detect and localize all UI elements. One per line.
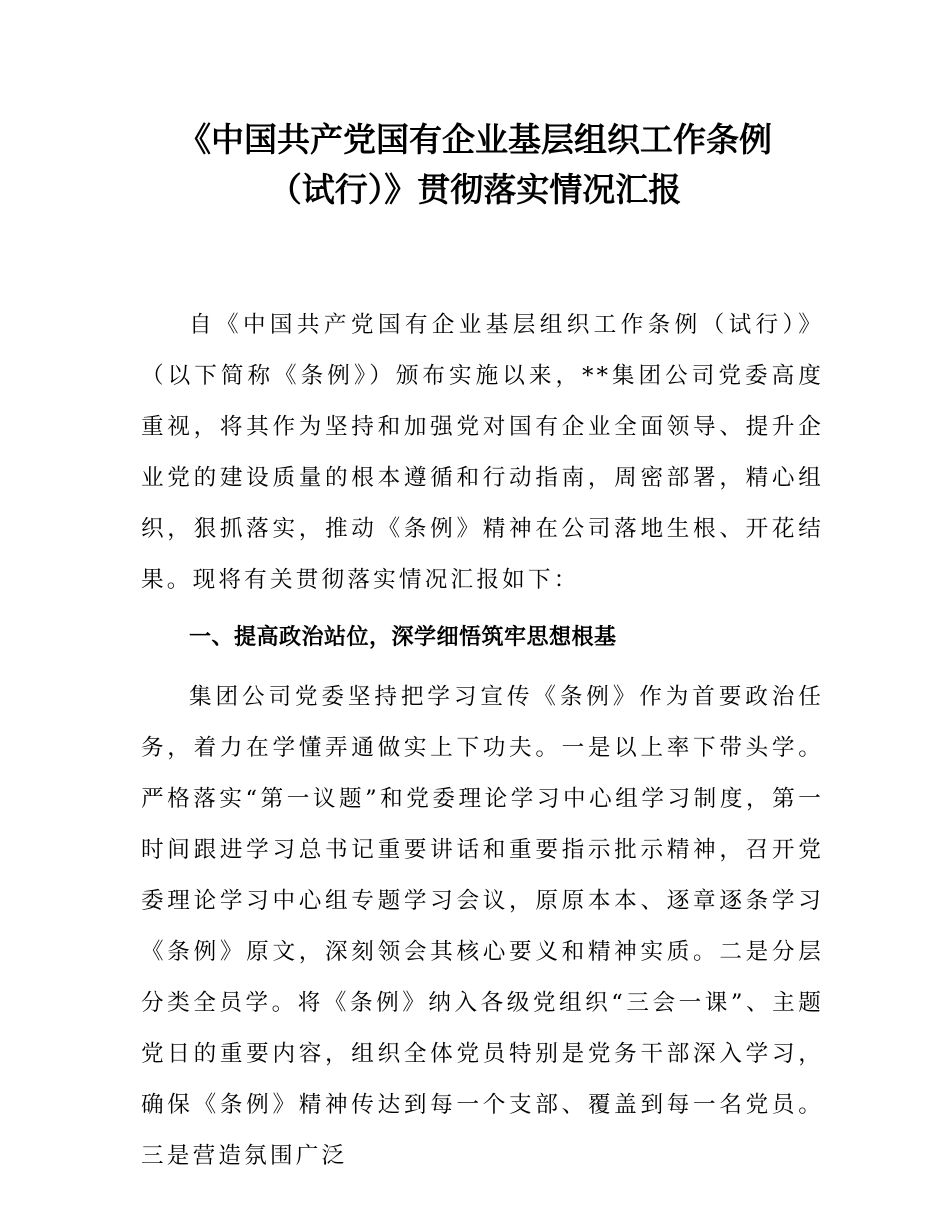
section-heading-1: 一、提高政治站位，深学细悟筑牢思想根基: [189, 625, 617, 650]
section-1-paragraph: 集团公司党委坚持把学习宣传《条例》作为首要政治任务，着力在学懂弄通做实上下功夫。一是以上率下带头学。严格落实“第一议题”和党委理论学习中心组学习制度，第一时间跟进学习总书记重要讲话和重要指示批示精神，召开党委理论学习中心组专题学习会议，原原本本、逐章逐条学习《条例》原文，深刻领会其核心要义和精神实质。二是分层分类全员学。将《条例》纳入各级党组织“三会一课”、主题党日的重要内容，组织全体党员特别是党务干部深入学习，确保《条例》精神传达到每一个支部、覆盖到每一名党员。三是营造氛围广泛: [141, 684, 824, 1169]
document-title-line-1: 《中国共产党国有企业基层组织工作条例: [178, 120, 772, 159]
intro-paragraph: 自《中国共产党国有企业基层组织工作条例（试行）》（以下简称《条例》）颁布实施以来，**集团公司党委高度重视，将其作为坚持和加强党对国有企业全面领导、提升企业党的建设质量的根本遵循和行动指南，周密部署，精心组织，狠抓落实，推动《条例》精神在公司落地生根、开花结果。现将有关贯彻落实情况汇报如下：: [141, 312, 824, 593]
document-title-line-2: （试行）》贯彻落实情况汇报: [268, 170, 682, 209]
